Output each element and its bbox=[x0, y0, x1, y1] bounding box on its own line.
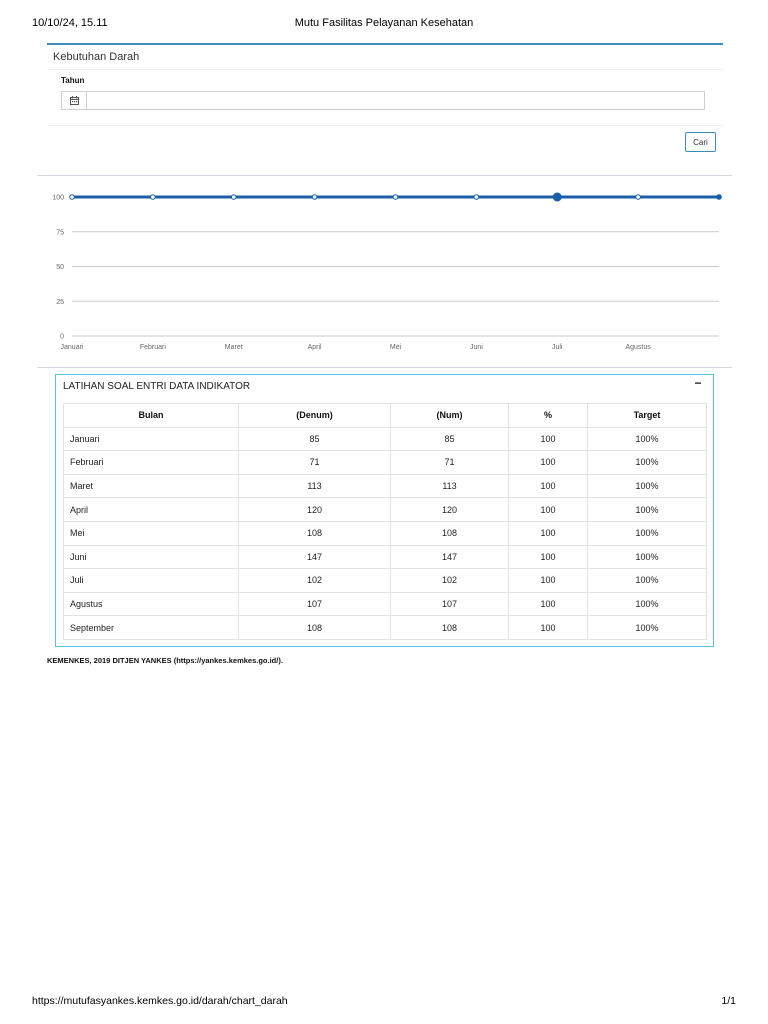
data-table bbox=[63, 403, 707, 640]
data-point bbox=[393, 195, 398, 200]
value-cell: 100% bbox=[588, 474, 707, 498]
y-tick-label: 75 bbox=[56, 229, 64, 237]
value-cell: 100 bbox=[509, 498, 588, 522]
chart-y-ticks bbox=[52, 195, 64, 341]
chart-canvas bbox=[37, 176, 732, 367]
value-cell: 100 bbox=[509, 569, 588, 593]
x-tick-label: Agustus bbox=[625, 344, 651, 351]
month-cell: Agustus bbox=[64, 592, 239, 616]
line-chart bbox=[37, 175, 732, 368]
value-cell: 102 bbox=[391, 569, 509, 593]
data-table-box bbox=[55, 374, 714, 647]
value-cell: 100% bbox=[588, 498, 707, 522]
value-cell: 85 bbox=[391, 427, 509, 451]
month-cell: Mei bbox=[64, 521, 239, 545]
table-row bbox=[64, 521, 707, 545]
card-title: Kebutuhan Darah bbox=[53, 51, 140, 63]
month-cell: Februari bbox=[64, 451, 239, 475]
y-tick-label: 0 bbox=[60, 333, 64, 341]
y-tick-label: 50 bbox=[56, 264, 64, 271]
value-cell: 108 bbox=[391, 616, 509, 640]
table-box-title: LATIHAN SOAL ENTRI DATA INDIKATOR bbox=[63, 381, 251, 392]
month-cell: September bbox=[64, 616, 239, 640]
table-row bbox=[64, 616, 707, 640]
y-tick-label: 25 bbox=[56, 298, 64, 306]
value-cell: 100% bbox=[588, 545, 707, 569]
x-tick-label: Mei bbox=[389, 344, 402, 351]
month-cell: April bbox=[64, 498, 239, 522]
column-header: (Num) bbox=[391, 404, 509, 428]
data-point bbox=[636, 195, 641, 200]
value-cell: 100 bbox=[509, 616, 588, 640]
value-cell: 100 bbox=[509, 592, 588, 616]
value-cell: 100% bbox=[588, 616, 707, 640]
value-cell: 108 bbox=[239, 616, 391, 640]
value-cell: 147 bbox=[391, 545, 509, 569]
value-cell: 113 bbox=[239, 474, 391, 498]
value-cell: 71 bbox=[239, 451, 391, 475]
year-input-group bbox=[61, 91, 705, 110]
value-cell: 120 bbox=[239, 498, 391, 522]
chart-x-ticks bbox=[61, 344, 652, 351]
year-label: Tahun bbox=[61, 76, 85, 85]
data-point bbox=[474, 195, 479, 200]
table-row bbox=[64, 474, 707, 498]
table-row bbox=[64, 498, 707, 522]
value-cell: 100% bbox=[588, 569, 707, 593]
data-point bbox=[151, 195, 156, 200]
year-input[interactable] bbox=[87, 92, 704, 109]
data-point bbox=[231, 195, 236, 200]
card-divider-bottom bbox=[47, 125, 723, 126]
value-cell: 107 bbox=[239, 592, 391, 616]
data-point bbox=[312, 195, 317, 200]
value-cell: 120 bbox=[391, 498, 509, 522]
chart-series bbox=[70, 193, 722, 201]
value-cell: 108 bbox=[391, 521, 509, 545]
x-tick-label: Februari bbox=[139, 344, 166, 351]
table-row bbox=[64, 451, 707, 475]
x-tick-label: Maret bbox=[224, 344, 243, 351]
page-number: 1/1 bbox=[721, 995, 736, 1007]
value-cell: 147 bbox=[239, 545, 391, 569]
value-cell: 85 bbox=[239, 427, 391, 451]
credit-text: KEMENKES, 2019 DITJEN YANKES (https://yankes.kemkes.go.id/). bbox=[47, 656, 283, 665]
value-cell: 100% bbox=[588, 521, 707, 545]
value-cell: 100% bbox=[588, 451, 707, 475]
month-cell: Juni bbox=[64, 545, 239, 569]
x-tick-label: Januari bbox=[60, 344, 84, 351]
value-cell: 71 bbox=[391, 451, 509, 475]
column-header: Target bbox=[588, 404, 707, 428]
chart-gridlines bbox=[72, 197, 719, 336]
value-cell: 100 bbox=[509, 521, 588, 545]
table-row bbox=[64, 569, 707, 593]
data-point bbox=[70, 195, 75, 200]
y-tick-label: 100 bbox=[52, 194, 64, 202]
search-button[interactable]: Cari bbox=[685, 132, 716, 152]
month-cell: Maret bbox=[64, 474, 239, 498]
month-cell: Januari bbox=[64, 427, 239, 451]
value-cell: 100 bbox=[509, 474, 588, 498]
print-page-title: Mutu Fasilitas Pelayanan Kesehatan bbox=[294, 17, 474, 29]
value-cell: 108 bbox=[239, 521, 391, 545]
value-cell: 100 bbox=[509, 451, 588, 475]
table-row bbox=[64, 545, 707, 569]
month-cell: Juli bbox=[64, 569, 239, 593]
data-point bbox=[553, 193, 561, 201]
column-header: % bbox=[509, 404, 588, 428]
value-cell: 102 bbox=[239, 569, 391, 593]
table-row bbox=[64, 592, 707, 616]
x-tick-label: Juni bbox=[469, 344, 483, 351]
calendar-icon[interactable] bbox=[62, 92, 87, 109]
value-cell: 100% bbox=[588, 427, 707, 451]
print-url: https://mutufasyankes.kemkes.go.id/darah/chart_darah bbox=[32, 995, 288, 1007]
x-tick-label: Juli bbox=[551, 344, 563, 351]
value-cell: 100% bbox=[588, 592, 707, 616]
value-cell: 100 bbox=[509, 545, 588, 569]
value-cell: 113 bbox=[391, 474, 509, 498]
card-divider bbox=[47, 69, 723, 70]
collapse-icon[interactable]: − bbox=[694, 376, 702, 390]
data-point bbox=[717, 195, 722, 200]
x-tick-label: April bbox=[307, 344, 322, 351]
table-row bbox=[64, 427, 707, 451]
print-datetime: 10/10/24, 15.11 bbox=[32, 17, 108, 29]
column-header: (Denum) bbox=[239, 404, 391, 428]
value-cell: 100 bbox=[509, 427, 588, 451]
value-cell: 107 bbox=[391, 592, 509, 616]
table-header-row bbox=[64, 404, 707, 428]
filter-card bbox=[47, 43, 723, 167]
column-header: Bulan bbox=[64, 404, 239, 428]
